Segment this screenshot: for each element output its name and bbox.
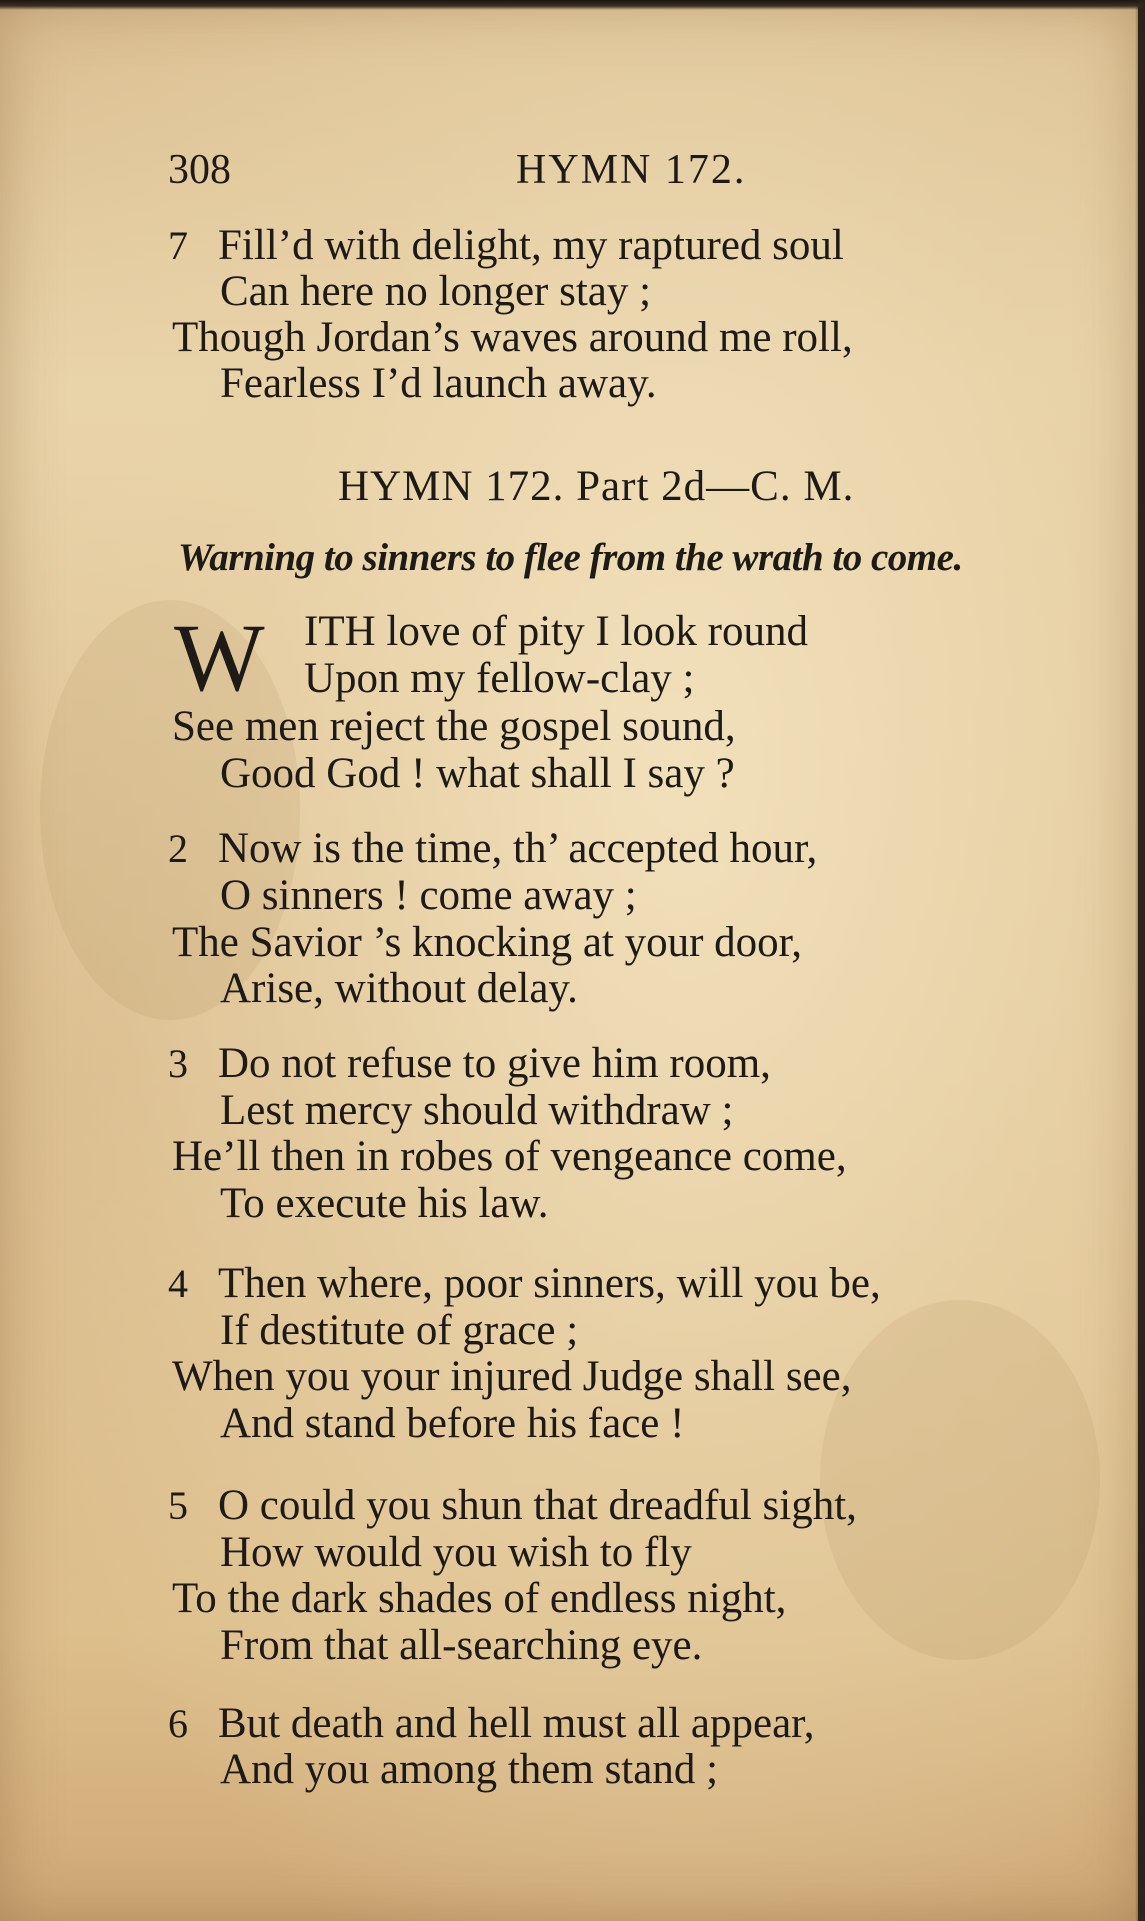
verse-line: See men reject the gospel sound,	[172, 703, 736, 750]
verse-number: 2	[168, 826, 188, 871]
verse-line: Upon my fellow-clay ;	[304, 655, 695, 702]
verse-line: If destitute of grace ;	[220, 1307, 579, 1354]
verse-line: When you your injured Judge shall see,	[172, 1353, 852, 1400]
verse-line: Now is the time, th’ accepted hour,	[218, 825, 818, 872]
verse-number: 4	[168, 1261, 188, 1306]
verse-line: To execute his law.	[220, 1180, 549, 1227]
verse-line: To the dark shades of endless night,	[172, 1575, 787, 1622]
verse-line: Can here no longer stay ;	[220, 268, 652, 315]
page-top-edge	[0, 0, 1145, 10]
verse-line: Lest mercy should withdraw ;	[220, 1087, 734, 1134]
verse-number: 6	[168, 1701, 188, 1746]
hymn-title: HYMN 172. Part 2d—C. M.	[338, 463, 855, 510]
verse-line: ITH love of pity I look round	[304, 608, 808, 655]
verse-line: Good God ! what shall I say ?	[220, 750, 735, 797]
page-header	[168, 140, 788, 200]
page-right-edge	[1135, 0, 1145, 1921]
running-head: HYMN 172.	[516, 147, 747, 193]
verse-line: O could you shun that dreadful sight,	[218, 1482, 857, 1529]
verse-line: Though Jordan’s waves around me roll,	[172, 314, 853, 361]
page-number: 308	[168, 147, 231, 193]
verse-line: Do not refuse to give him room,	[218, 1040, 771, 1087]
verse-line: O sinners ! come away ;	[220, 872, 637, 919]
verse-line: And stand before his face !	[220, 1400, 685, 1447]
verse-line: He’ll then in robes of vengeance come,	[172, 1133, 847, 1180]
verse-line: Arise, without delay.	[220, 965, 578, 1012]
verse-number: 7	[168, 223, 188, 268]
verse-line: The Savior ’s knocking at your door,	[172, 919, 803, 966]
verse-line: Fearless I’d launch away.	[220, 360, 657, 407]
hymn-subtitle: Warning to sinners to flee from the wrath to come.	[178, 536, 963, 579]
paper-stain	[820, 1300, 1100, 1660]
verse-number: 3	[168, 1041, 188, 1086]
verse-line: But death and hell must all appear,	[218, 1700, 815, 1747]
verse-line: How would you wish to fly	[220, 1529, 692, 1576]
verse-line: Fill’d with delight, my raptured soul	[218, 222, 844, 269]
verse-number: 5	[168, 1483, 188, 1528]
verse-line: From that all-searching eye.	[220, 1622, 703, 1669]
verse-line: And you among them stand ;	[220, 1746, 719, 1793]
verse-line: Then where, poor sinners, will you be,	[218, 1260, 881, 1307]
drop-cap: W	[174, 604, 265, 711]
